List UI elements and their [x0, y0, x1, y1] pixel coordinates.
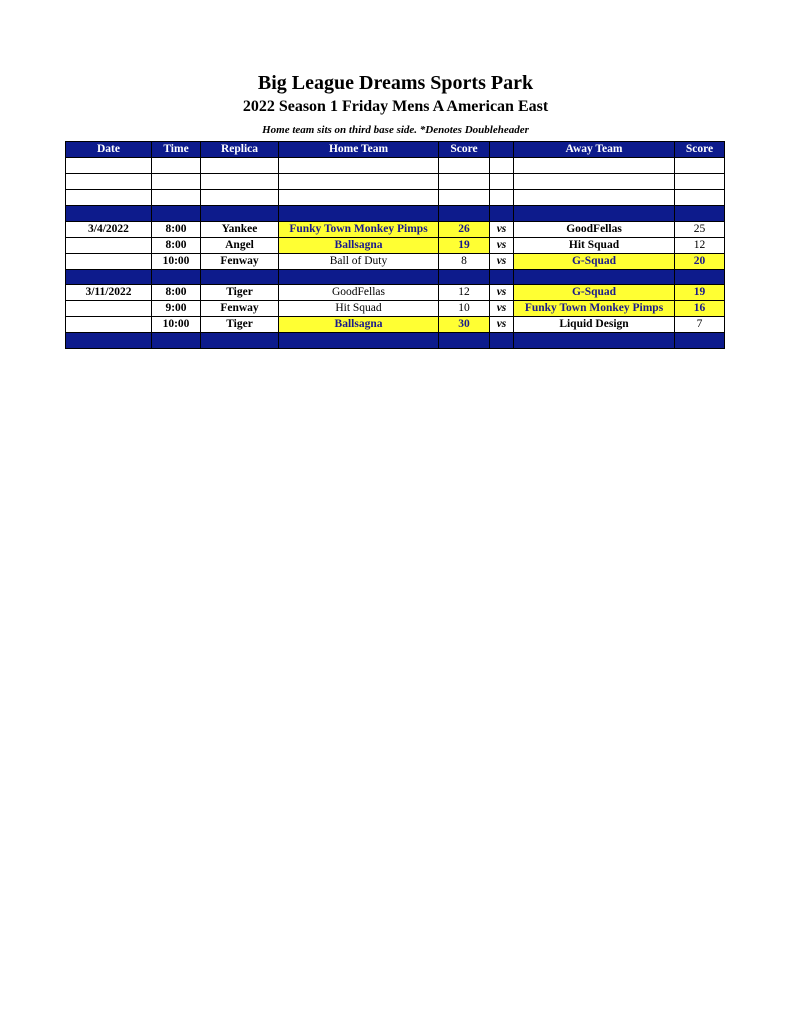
field-replica: Angel — [201, 238, 279, 254]
vs-label: vs — [490, 254, 514, 270]
away-score: 19 — [675, 285, 725, 301]
away-score: 7 — [675, 317, 725, 333]
column-header-away-team: Away Team — [514, 142, 675, 158]
away-team: G-Squad — [514, 285, 675, 301]
home-score: 26 — [439, 222, 490, 238]
home-team: GoodFellas — [279, 285, 439, 301]
empty-row — [66, 190, 725, 206]
page-title: Big League Dreams Sports Park — [257, 72, 534, 94]
game-date: 3/11/2022 — [66, 285, 152, 301]
game-time: 8:00 — [152, 285, 201, 301]
home-score: 30 — [439, 317, 490, 333]
table-row — [66, 222, 725, 238]
away-team: Liquid Design — [514, 317, 675, 333]
game-date — [66, 254, 152, 270]
game-time: 9:00 — [152, 301, 201, 317]
home-team: Ballsagna — [279, 317, 439, 333]
schedule-body — [66, 158, 725, 349]
away-score: 12 — [675, 238, 725, 254]
field-replica: Tiger — [201, 317, 279, 333]
game-time: 10:00 — [152, 317, 201, 333]
home-team: Ball of Duty — [279, 254, 439, 270]
table-row — [66, 285, 725, 301]
table-row — [66, 238, 725, 254]
field-replica: Fenway — [201, 254, 279, 270]
away-score: 25 — [675, 222, 725, 238]
column-header-date: Date — [66, 142, 152, 158]
separator-row — [66, 270, 725, 285]
away-team: Funky Town Monkey Pimps — [514, 301, 675, 317]
game-date: 3/4/2022 — [66, 222, 152, 238]
away-score: 20 — [675, 254, 725, 270]
table-row — [66, 301, 725, 317]
empty-row — [66, 174, 725, 190]
separator-row — [66, 333, 725, 349]
away-score: 16 — [675, 301, 725, 317]
column-header-home-score: Score — [439, 142, 490, 158]
home-score: 8 — [439, 254, 490, 270]
table-row — [66, 254, 725, 270]
schedule-note: Home team sits on third base side. *Denotes Doubleheader — [262, 124, 529, 136]
column-header-home-team: Home Team — [279, 142, 439, 158]
field-replica: Fenway — [201, 301, 279, 317]
home-team: Funky Town Monkey Pimps — [279, 222, 439, 238]
away-team: GoodFellas — [514, 222, 675, 238]
column-header-away-score: Score — [675, 142, 725, 158]
game-date — [66, 301, 152, 317]
away-team: G-Squad — [514, 254, 675, 270]
page-subtitle: 2022 Season 1 Friday Mens A American East — [242, 98, 549, 115]
vs-label: vs — [490, 285, 514, 301]
game-time: 8:00 — [152, 222, 201, 238]
home-score: 10 — [439, 301, 490, 317]
home-score: 12 — [439, 285, 490, 301]
vs-label: vs — [490, 238, 514, 254]
vs-label: vs — [490, 222, 514, 238]
vs-label: vs — [490, 301, 514, 317]
table-header-row — [66, 142, 725, 158]
empty-row — [66, 158, 725, 174]
away-team: Hit Squad — [514, 238, 675, 254]
game-time: 8:00 — [152, 238, 201, 254]
separator-row — [66, 206, 725, 222]
game-date — [66, 317, 152, 333]
field-replica: Yankee — [201, 222, 279, 238]
column-header-time: Time — [152, 142, 201, 158]
table-row — [66, 317, 725, 333]
home-team: Ballsagna — [279, 238, 439, 254]
field-replica: Tiger — [201, 285, 279, 301]
vs-label: vs — [490, 317, 514, 333]
column-header-vs — [490, 142, 514, 158]
schedule-table — [65, 141, 725, 349]
game-time: 10:00 — [152, 254, 201, 270]
game-date — [66, 238, 152, 254]
home-score: 19 — [439, 238, 490, 254]
home-team: Hit Squad — [279, 301, 439, 317]
column-header-replica: Replica — [201, 142, 279, 158]
